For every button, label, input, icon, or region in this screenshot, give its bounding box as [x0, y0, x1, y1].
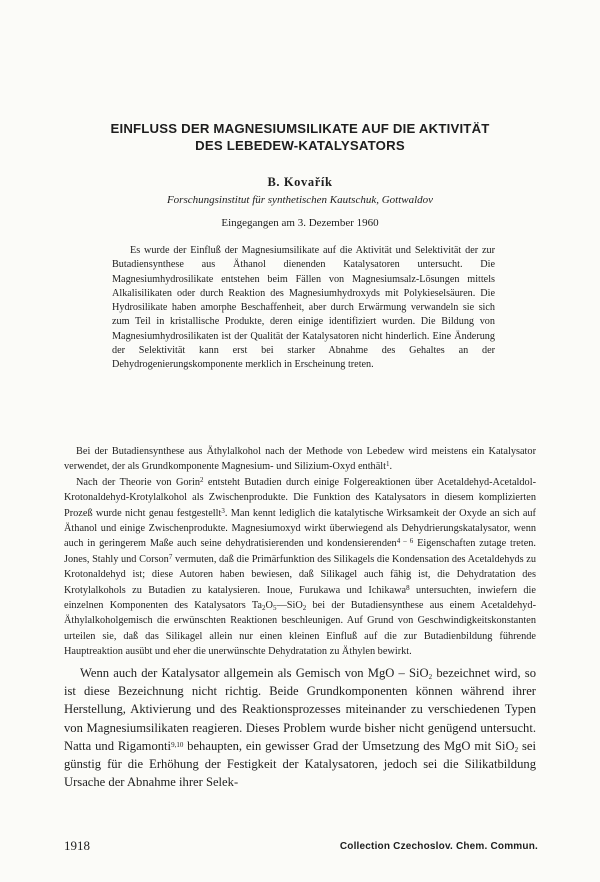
- paragraph-1: Bei der Butadiensynthese aus Äthylalkohol nach der Methode von Lebedew wird meistens ein Katalysator verwendet, der als Grundkomponente Magnesium- und Silizium-Oxyd enthält$^1$.: [64, 446, 536, 473]
- reference-marker: 8: [406, 583, 410, 592]
- reference-marker: 2: [199, 475, 204, 484]
- body-text-small: [64, 444, 536, 660]
- journal-name: Collection Czechoslov. Chem. Commun.: [339, 841, 538, 852]
- title-line-1: EINFLUSS DER MAGNESIUMSILIKATE AUF DIE AKTIVITÄT: [110, 121, 490, 136]
- reference-marker: 1: [386, 460, 390, 469]
- reference-marker: 7: [168, 552, 173, 561]
- paragraph-3: Wenn auch der Katalysator allgemein als Gemisch von MgO – SiO$_2$ bezeichnet wird, so ist diese Bezeichnung nicht richtig. Beide Grundkomponenten können während ihrer Herstellung, Aktivierung und des Reaktionsprozesses miteinander zu verschiedenen Typen von Magnesiumsilikaten reagieren. Dieses Problem wurde bisher nicht genügend untersucht. Natta und Rigamonti$^{9,10}$ behaupten, ein gewisser Grad der Umsetzung des MgO mit SiO$_2$ sei günstig für die Erhöhung der Festigkeit der Katalysatoren, jedoch sei die Silikatbildung Ursache der Abnahme ihrer Selek-: [64, 666, 536, 790]
- title-line-2: DES LEBEDEW-KATALYSATORS: [195, 137, 405, 153]
- page-number: 1918: [64, 838, 90, 853]
- paragraph-2: Nach der Theorie von Gorin$^2$ entsteht Butadien durch einige Folgereaktionen über Acetaldehyd-Acetaldol-Krotonaldehyd-Krotylalkohol als Zwischenprodukte. Die Funktion des Katalysators in diesem komplizierten Prozeß wurde nicht genau festgestellt$^3$. Man kennt lediglich die katalytische Wirksamkeit der Oxyde an sich auf Äthanol und einige Zwischenprodukte. Magnesiumoxyd wirkt überwiegend als Dehydrierungskatalysator, wenn auch in geringerem Maße auch seine dehydratisierenden und kondensierenden$^{4 - 6}$ Eigenschaften zutage treten. Jones, Stahly und Corson$^7$ vermuten, daß die Primärfunktion des Silikagels die Kondensation des Acetaldehyds zu Krotonaldehyd ist; diese Autoren haben bewiesen, daß Silikagel auch fähig ist, die Dehydratation des Krotylalkohols zu Butadien zu katalysieren. Inoue, Furukawa und Ichikawa$^8$ untersuchten, inwiefern die einzelnen Komponenten des Katalysators $Ta_2O_5—SiO_2$ bei der Butadiensynthese aus einem Acetaldehyd-Äthylalkoholgemisch die erwünschten Reaktionen beschleunigen. Auf Grund von Geschwindigkeitskonstanten urteilen sie, daß das Silikagel allein nur einen kleinen Einfluß auf die zur Butadienbildung führende Hauptreaktion ausübt und eher die unerwünschte Dehydratation zu Äthylen bewirkt.: [64, 475, 536, 658]
- article-title: [60, 121, 540, 154]
- reference-marker: 3: [221, 506, 225, 515]
- author-affiliation: Forschungsinstitut für synthetischen Kautschuk, Gottwaldov: [166, 194, 434, 206]
- author-name: B. Kovařík: [267, 175, 333, 189]
- reference-marker: 4 – 6: [396, 537, 414, 546]
- reference-marker: 9,10: [171, 740, 184, 749]
- abstract: Es wurde der Einfluß der Magnesiumsilikate auf die Aktivität und Selektivität der zur Butadiensynthese aus Äthanol dienenden Katalysatoren untersucht. Die Magnesiumhydrosilikate entstehen beim Fällen von Magnesiumsalz-Lösungen mittels Alkalisilikaten oder durch Reaktion des Magnesiumhydroxyds mit Polykieselsäuren. Die Hydrosilikate haben amorphe Beschaffenheit, aber durch Erwärmung verwandeln sie sich zum Teil in kristallische Produkte, deren einige identifiziert wurden. Die Bildung von Magnesiumhydrosilikaten ist der Qualität der Katalysatoren nicht hinderlich. Eine Änderung der Selektivität kann erst bei starker Abnahme des Gehaltes an der Dehydrogenierungskomponente merklich in Erscheinung treten.: [112, 245, 495, 371]
- received-date: Eingegangen am 3. Dezember 1960: [221, 217, 379, 229]
